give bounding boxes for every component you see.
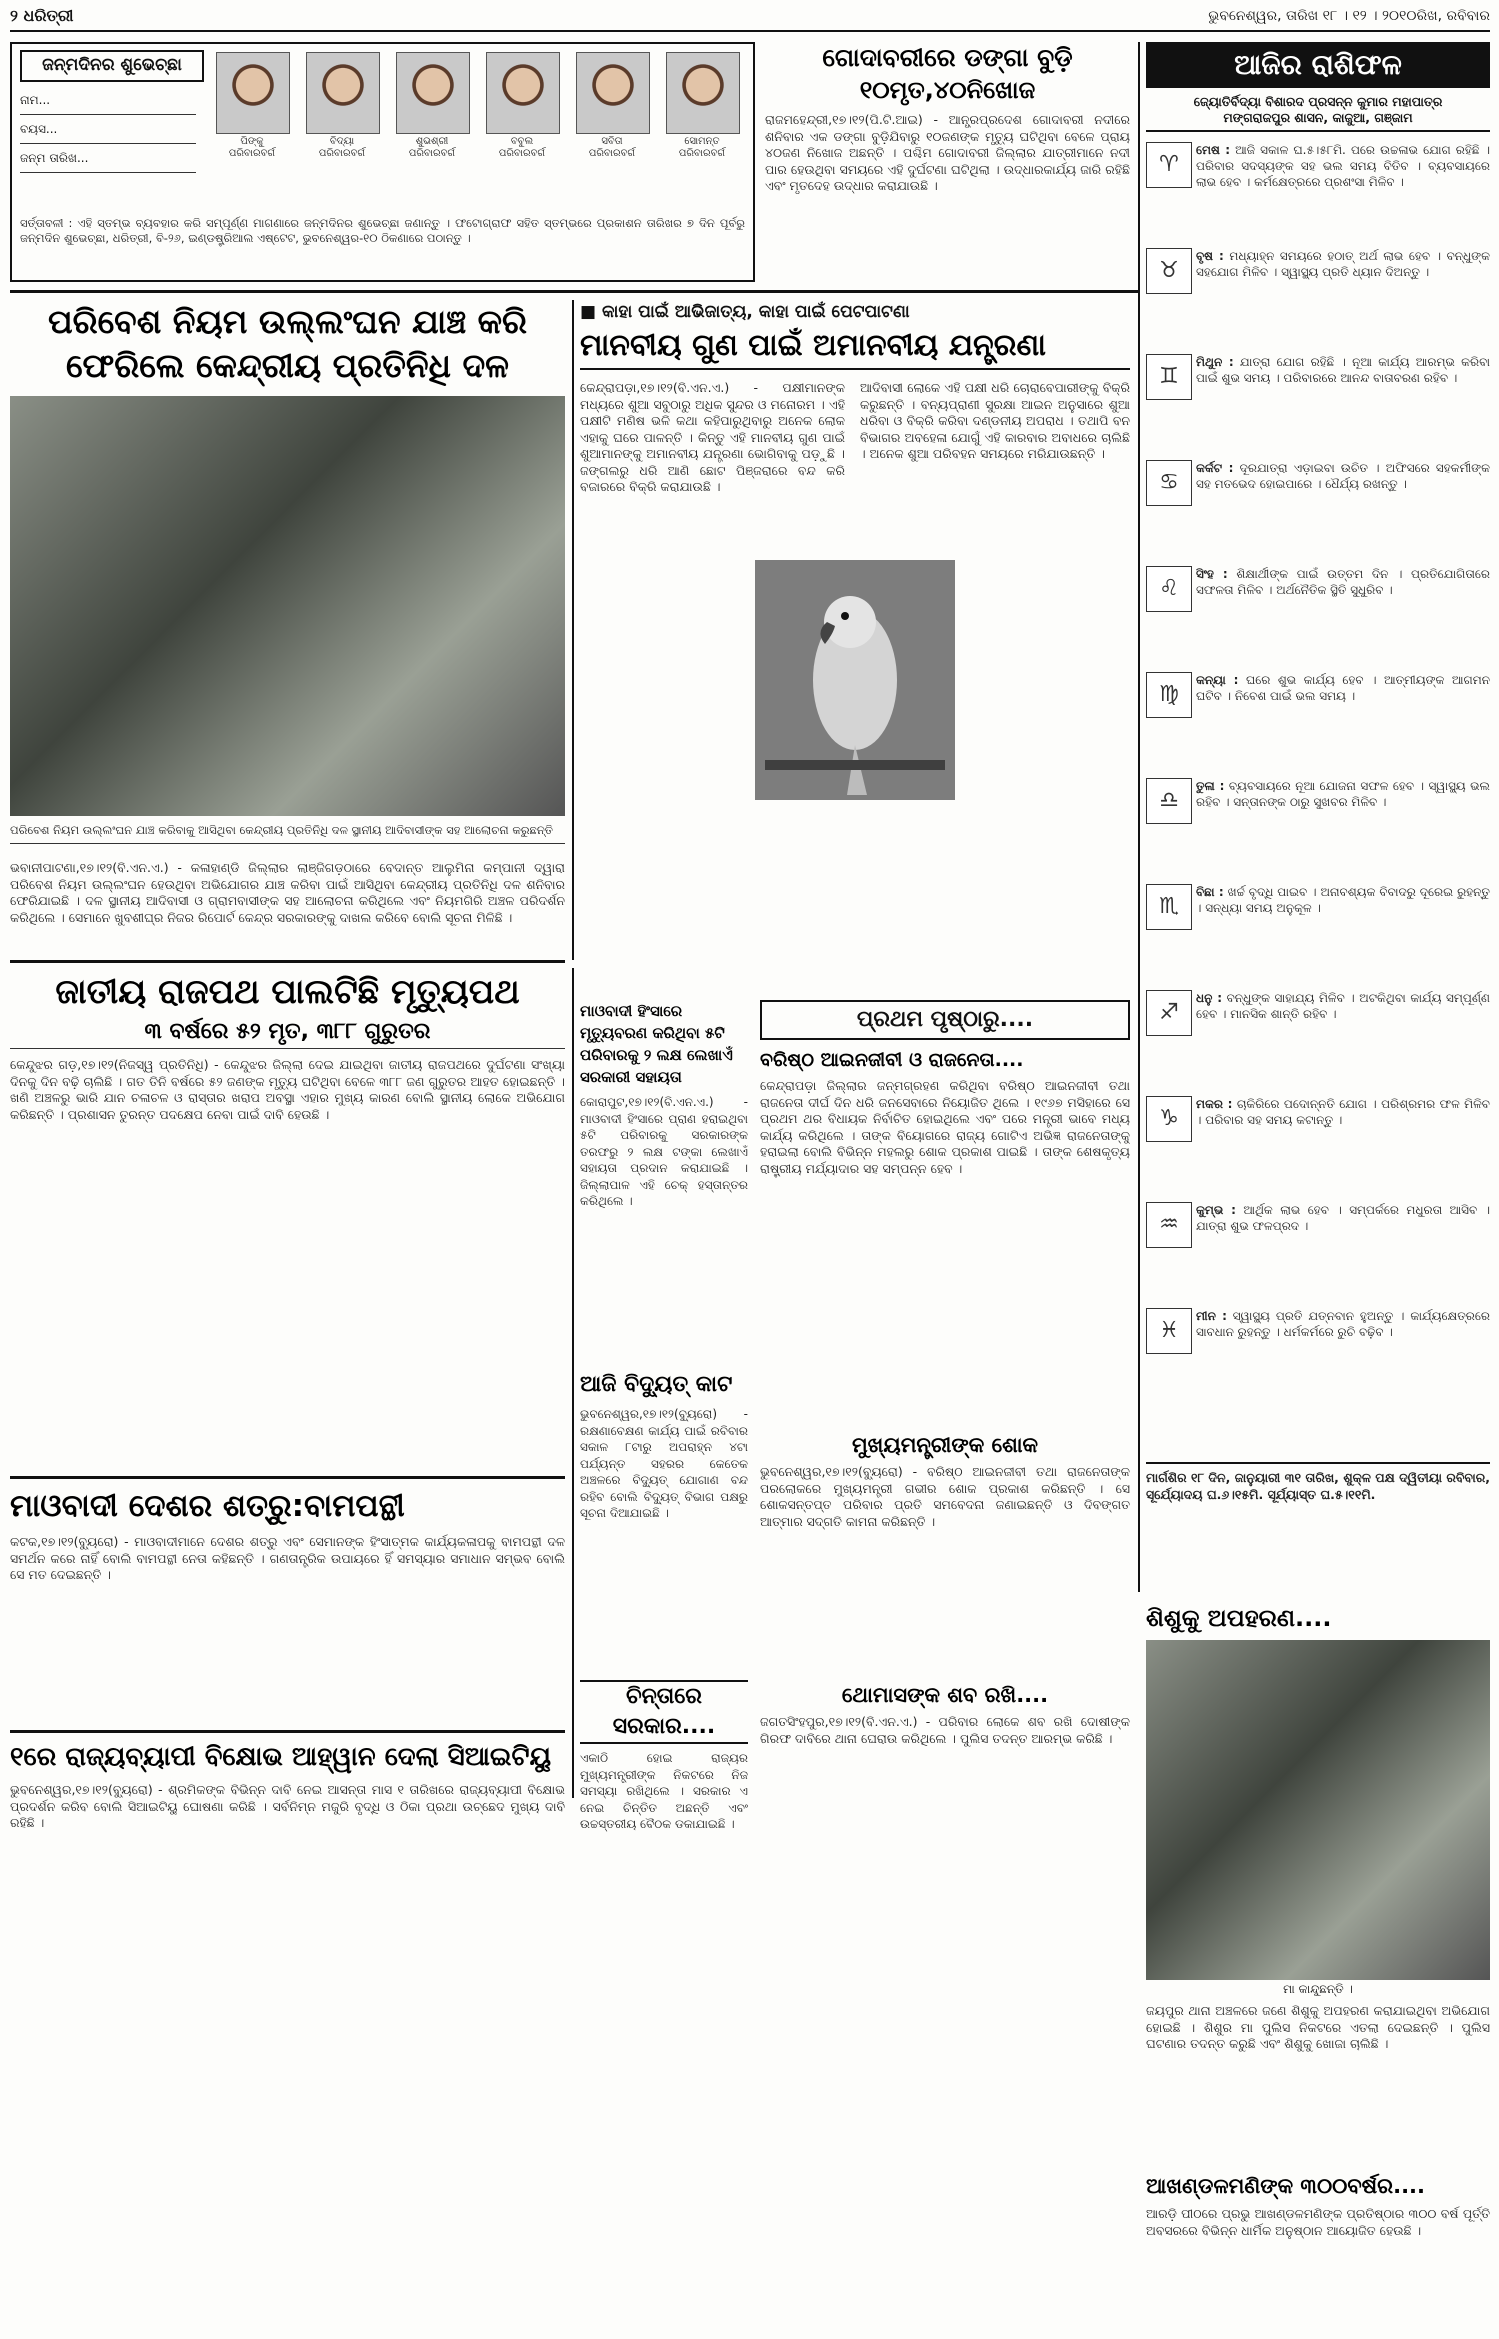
zodiac-text: କନ୍ୟା : ଘରେ ଶୁଭ କାର୍ଯ୍ୟ ହେବ । ଆତ୍ମୀୟଙ୍କ ଆଗମନ ଘଟିବ । ନିବେଶ ପାଇଁ ଭଲ ସମୟ । [1196, 673, 1490, 703]
child-caption: ସବିତା ପରିବାରବର୍ଗ [588, 136, 636, 159]
citu-headline: ୧ରେ ରାଜ୍ୟବ୍ୟାପୀ ବିକ୍ଷୋଭ ଆହ୍ୱାନ ଦେଲା ସିଆଇଟିୟୁ [10, 1742, 552, 1772]
abduction-photo [1146, 1640, 1490, 1980]
dateline: ଭୁବନେଶ୍ୱର, ତାରିଖ ୧୮ । ୧୨ । ୨୦୧୦ରିଖ, ରବିବାର [1208, 8, 1490, 24]
power-cut-story [580, 1370, 748, 1670]
front-page-continuation [760, 1000, 1130, 1420]
parrot-body-left: କେନ୍ଦ୍ରାପଡ଼ା,୧୭।୧୨(ବି.ଏନ.ଏ.) - ପକ୍ଷୀମାନଙ୍କ ମଧ୍ୟରେ ଶୁଆ ସବୁଠାରୁ ଅଧିକ ସୁନ୍ଦର ଓ ମନୋରମ । ଏହି ପକ୍ଷୀଟି ମଣିଷ ଭଳି କଥା କହିପାରୁଥିବାରୁ ଅନେକ ଲୋକ ଏହାକୁ ଘରେ ପାଳନ୍ତି । କିନ୍ତୁ ଏହି ମାନବୀୟ ଗୁଣ ପାଇଁ ଶୁଆମାନଙ୍କୁ ଅମାନବୀୟ ଯନ୍ତ୍ରଣା ଭୋଗିବାକୁ ପଡ଼ୁଛି । ଜଙ୍ଗଲରୁ ଧରି ଆଣି ଛୋଟ ପିଞ୍ଜରାରେ ବନ୍ଦ କରି ବଜାରରେ ବିକ୍ରି କରାଯାଉଛି । [580, 380, 845, 494]
aquarius-icon: ♒ [1146, 1202, 1192, 1248]
scorpio-icon: ♏ [1146, 884, 1192, 930]
environment-body: ଭବାନୀପାଟଣା,୧୭।୧୨(ବି.ଏନ.ଏ.) - କଳାହାଣ୍ଡି ଜିଲ୍ଲାର ଲାଞ୍ଜିଗଡ଼ଠାରେ ବେଦାନ୍ତ ଆଲୁମିନା କମ୍ପାନୀ ଦ୍ୱାରା ପରିବେଶ ନିୟମ ଉଲ୍ଲଂଘନ ହେଉଥିବା ଅଭିଯୋଗର ଯାଞ୍ଚ କରିବା ପାଇଁ ଆସିଥିବା କେନ୍ଦ୍ରୀୟ ପ୍ରତିନିଧି ଦଳ ଶନିବାର ଫେରିଯାଇଛି । ଦଳ ସ୍ଥାନୀୟ ଆଦିବାସୀ ଓ ଗ୍ରାମବାସୀଙ୍କ ସହ ଆଲୋଚନା କରିଥିଲେ ଏବଂ ନିୟମଗିରି ଅଞ୍ଚଳ ପରିଦର୍ଶନ କରିଥିଲେ । ସେମାନେ ଖୁବଶୀଘ୍ର ନିଜର ରିପୋର୍ଟ କେନ୍ଦ୍ର ସରକାରଙ୍କୁ ଦାଖଲ କରିବେ ବୋଲି ସୂଚନା ମିଳିଛି । [10, 860, 565, 925]
birthday-notice: ସର୍ତ୍ତାବଳୀ : ଏହି ସ୍ତମ୍ଭ ବ୍ୟବହାର କରି ସମ୍ପୂର୍ଣ୍ଣ ମାଗଣାରେ ଜନ୍ମଦିନର ଶୁଭେଚ୍ଛା ଜଣାନ୍ତୁ । ଫଟୋଗ୍ରାଫ ସହିତ ସ୍ତମ୍ଭରେ ପ୍ରକାଶନ ତାରିଖର ୭ ଦିନ ପୂର୍ବରୁ ଜନ୍ମଦିନ ଶୁଭେଚ୍ଛା, ଧରିତ୍ରୀ, ବି-୨୬, ଇଣ୍ଡଷ୍ଟ୍ରିଆଲ ଏଷ୍ଟେଟ, ଭୁବନେଶ୍ୱର-୧୦ ଠିକଣାରେ ପଠାନ୍ତୁ । [20, 216, 745, 245]
akhandalamani-story [1146, 2170, 1490, 2330]
zodiac-text: କୁମ୍ଭ : ଆର୍ଥିକ ଲାଭ ହେବ । ସମ୍ପର୍କରେ ମଧୁରତା ଆସିବ । ଯାତ୍ରା ଶୁଭ ଫଳପ୍ରଦ । [1196, 1203, 1490, 1233]
zodiac-text: ଧନୁ : ବନ୍ଧୁଙ୍କ ସାହାଯ୍ୟ ମିଳିବ । ଅଟକିଥିବା କାର୍ଯ୍ୟ ସମ୍ପୂର୍ଣ୍ଣ ହେବ । ମାନସିକ ଶାନ୍ତି ରହିବ । [1196, 991, 1490, 1021]
zodiac-entry [1146, 672, 1490, 772]
chinta-body: ଏକାଠି ହୋଇ ରାଜ୍ୟର ମୁଖ୍ୟମନ୍ତ୍ରୀଙ୍କ ନିକଟରେ ନିଜ ସମସ୍ୟା ରଖିଥିଲେ । ସରକାର ଏ ନେଇ ଚିନ୍ତିତ ଅଛନ୍ତି ଏବଂ ଉଚ୍ଚସ୍ତରୀୟ ବୈଠକ ଡକାଯାଇଛି । [580, 1751, 748, 1831]
highway-headline: ଜାତୀୟ ରାଜପଥ ପାଲଟିଛି ମୃତ୍ୟୁପଥ [55, 972, 520, 1012]
godavari-subhead: ୧୦ମୃତ,୪୦ନିଖୋଜ [859, 76, 1036, 104]
child-caption: ଶୁଭଶ୍ରୀ ପରିବାରବର୍ଗ [408, 136, 456, 159]
cancer-icon: ♋ [1146, 460, 1192, 506]
zodiac-text: କର୍କଟ : ଦୂରଯାତ୍ରା ଏଡ଼ାଇବା ଉଚିତ । ଅଫିସରେ ସହକର୍ମୀଙ୍କ ସହ ମତଭେଦ ହୋଇପାରେ । ଧୈର୍ଯ୍ୟ ରଖନ୍ତୁ । [1196, 461, 1490, 491]
zodiac-text: ବୃଷ : ମଧ୍ୟାହ୍ନ ସମୟରେ ହଠାତ୍ ଅର୍ଥ ଲାଭ ହେବ । ବନ୍ଧୁଙ୍କ ସହଯୋଗ ମିଳିବ । ସ୍ୱାସ୍ଥ୍ୟ ପ୍ରତି ଧ୍ୟାନ ଦିଅନ୍ତୁ । [1196, 249, 1490, 279]
birthday-box [10, 42, 755, 282]
pisces-icon: ♓ [1146, 1308, 1192, 1354]
zodiac-text: ତୁଳା : ବ୍ୟବସାୟରେ ନୂଆ ଯୋଜନା ସଫଳ ହେବ । ସ୍ୱାସ୍ଥ୍ୟ ଭଲ ରହିବ । ସନ୍ତାନଙ୍କ ଠାରୁ ସୁଖବର ମିଳିବ । [1196, 779, 1490, 809]
maoist-enemy-headline: ମାଓବାଦୀ ଦେଶର ଶତ୍ରୁ:ବାମପନ୍ଥୀ [10, 1488, 405, 1524]
akhandalamani-body: ଆରଡ଼ି ପୀଠରେ ପ୍ରଭୁ ଆଖଣ୍ଡଳମଣିଙ୍କ ପ୍ରତିଷ୍ଠାର ୩୦୦ ବର୍ଷ ପୂର୍ତ୍ତି ଅବସରରେ ବିଭିନ୍ନ ଧାର୍ମିକ ଅନୁଷ୍ଠାନ ଆୟୋଜିତ ହେଉଛି । [1146, 2206, 1490, 2238]
thomas-body: ଜଗତସିଂହପୁର,୧୭।୧୨(ବି.ଏନ.ଏ.) - ପରିବାର ଲୋକେ ଶବ ରଖି ଦୋଷୀଙ୍କ ଗିରଫ ଦାବିରେ ଥାନା ଘେରାଉ କରିଥିଲେ । ପୁଲିସ ତଦନ୍ତ ଆରମ୍ଭ କରିଛି । [760, 1714, 1130, 1746]
child-photo [576, 52, 650, 134]
maoist-aid-body: କୋରାପୁଟ,୧୭।୧୨(ବି.ଏନ.ଏ.) - ମାଓବାଦୀ ହିଂସାରେ ପ୍ରାଣ ହରାଇଥିବା ୫ଟି ପରିବାରକୁ ସରକାରଙ୍କ ତରଫରୁ ୨ ଲକ୍ଷ ଟଙ୍କା ଲେଖାଏଁ ସହାୟତା ପ୍ରଦାନ କରାଯାଇଛି । ଜିଲ୍ଲାପାଳ ଏହି ଚେକ୍ ହସ୍ତାନ୍ତର କରିଥିଲେ । [580, 1095, 748, 1208]
bullet-icon: ■ [580, 302, 602, 322]
column-rule [572, 300, 574, 960]
birthday-form [20, 86, 196, 173]
godavari-headline: ଗୋଦାବରୀରେ ଡଙ୍ଗା ବୁଡ଼ି [822, 43, 1073, 72]
zodiac-entry [1146, 1202, 1490, 1302]
child-photo [216, 52, 290, 134]
power-cut-headline: ଆଜି ବିଦ୍ୟୁତ୍ କାଟ [580, 1372, 733, 1397]
cm-mourns-body: ଭୁବନେଶ୍ୱର,୧୭।୧୨(ବ୍ୟୁରୋ) - ବରିଷ୍ଠ ଆଇନଜୀବୀ ତଥା ରାଜନେତାଙ୍କ ପରଲୋକରେ ମୁଖ୍ୟମନ୍ତ୍ରୀ ଗଭୀର ଶୋକ ପ୍ରକାଶ କରିଛନ୍ତି । ସେ ଶୋକସନ୍ତପ୍ତ ପରିବାର ପ୍ରତି ସମବେଦନା ଜଣାଇଛନ୍ତି ଓ ଦିବଙ୍ଗତ ଆତ୍ମାର ସଦ୍‌ଗତି କାମନା କରିଛନ୍ତି । [760, 1464, 1130, 1529]
parrot-icon [755, 560, 955, 800]
rashifal-title: ଆଜିର ରାଶିଫଳ [1146, 42, 1490, 88]
zodiac-entry [1146, 566, 1490, 666]
parrot-kicker: ■ କାହା ପାଇଁ ଆଭିଜାତ୍ୟ, କାହା ପାଇଁ ପେଟପାଟଣା [580, 302, 910, 322]
zodiac-entry [1146, 778, 1490, 878]
zodiac-entry [1146, 460, 1490, 560]
child-caption: ସୋମନ୍ତ ପରିବାରବର୍ଗ [678, 136, 726, 159]
environment-story [10, 300, 565, 940]
zodiac-text: ମୀନ : ସ୍ୱାସ୍ଥ୍ୟ ପ୍ରତି ଯତ୍ନବାନ ହୁଅନ୍ତୁ । କାର୍ଯ୍ୟକ୍ଷେତ୍ରରେ ସାବଧାନ ରୁହନ୍ତୁ । ଧର୍ମକର୍ମରେ ରୁଚି ବଢ଼ିବ । [1196, 1309, 1490, 1339]
maoist-enemy-story [10, 1484, 565, 1724]
abduction-body: ଜୟପୁର ଥାନା ଅଞ୍ଚଳରେ ଜଣେ ଶିଶୁକୁ ଅପହରଣ କରାଯାଇଥିବା ଅଭିଯୋଗ ହୋଇଛି । ଶିଶୁର ମା ପୁଲିସ ନିକଟରେ ଏତଲା ଦେଇଛନ୍ତି । ପୁଲିସ ଘଟଣାର ତଦନ୍ତ କରୁଛି ଏବଂ ଶିଶୁକୁ ଖୋଜା ଚାଲିଛି । [1146, 2003, 1490, 2051]
environment-photo [10, 396, 565, 816]
power-cut-body: ଭୁବନେଶ୍ୱର,୧୭।୧୨(ବ୍ୟୁରୋ) - ରକ୍ଷଣାବେକ୍ଷଣ କାର୍ଯ୍ୟ ପାଇଁ ରବିବାର ସକାଳ ୮ଟାରୁ ଅପରାହ୍ନ ୪ଟା ପର୍ଯ୍ୟନ୍ତ ସହରର କେତେକ ଅଞ୍ଚଳରେ ବିଦ୍ୟୁତ୍ ଯୋଗାଣ ବନ୍ଦ ରହିବ ବୋଲି ବିଦ୍ୟୁତ୍ ବିଭାଗ ପକ୍ଷରୁ ସୂଚନା ଦିଆଯାଇଛି । [580, 1407, 748, 1520]
zodiac-text: ମେଷ : ଆଜି ସକାଳ ଘ.୫।୫୮ମି. ପରେ ଉଚ୍ଚଳାଭ ଯୋଗ ରହିଛି । ପରିବାର ସଦସ୍ୟଙ୍କ ସହ ଭଲ ସମୟ ବିତିବ । ବ୍ୟବସାୟରେ ଲାଭ ହେବ । କର୍ମକ୍ଷେତ୍ରରେ ପ୍ରଶଂସା ମିଳିବ । [1196, 143, 1490, 189]
section-rule [10, 290, 1138, 293]
front-page-headline: ବରିଷ୍ଠ ଆଇନଜୀବୀ ଓ ରାଜନେତା.... [760, 1049, 1024, 1071]
child-photo [306, 52, 380, 134]
child-photo [396, 52, 470, 134]
page-number: ୨ ଧରିତ୍ରୀ [10, 6, 74, 25]
form-row: ଜନ୍ମ ତାରିଖ... [20, 144, 196, 173]
parrot-headline: ମାନବୀୟ ଗୁଣ ପାଇଁ ଅମାନବୀୟ ଯନ୍ତ୍ରଣା [580, 324, 1130, 370]
cm-mourns-headline: ମୁଖ୍ୟମନ୍ତ୍ରୀଙ୍କ ଶୋକ [851, 1433, 1039, 1457]
chinta-story [580, 1680, 748, 1880]
sagittarius-icon: ♐ [1146, 990, 1192, 1036]
akhandalamani-headline: ଆଖଣ୍ଡଳମଣିଙ୍କ ୩୦୦ବର୍ଷର.... [1146, 2174, 1425, 2198]
birthday-photos [208, 52, 748, 172]
zodiac-entry [1146, 990, 1490, 1090]
column-rule [572, 968, 574, 1798]
zodiac-entry [1146, 142, 1490, 242]
front-page-banner: ପ୍ରଥମ ପୃଷ୍ଠାରୁ.... [760, 1000, 1130, 1040]
rashifal-column [1146, 42, 1490, 1592]
maoist-aid-headline: ମାଓବାଦୀ ହିଂସାରେ ମୃତ୍ୟୁବରଣ କରିଥିବା ୫ଟି ପରିବାରକୁ ୨ ଲକ୍ଷ ଲେଖାଏଁ ସରକାରୀ ସହାୟତା [580, 1002, 733, 1086]
zodiac-entry [1146, 884, 1490, 984]
zodiac-entry [1146, 1308, 1490, 1408]
zodiac-entry [1146, 354, 1490, 454]
birthday-title: ଜନ୍ମଦିନର ଶୁଭେଚ୍ଛା [20, 50, 204, 82]
zodiac-text: ମକର : ଚାକିରିରେ ପଦୋନ୍ନତି ଯୋଗ । ପରିଶ୍ରମର ଫଳ ମିଳିବ । ପରିବାର ସହ ସମୟ କଟାନ୍ତୁ । [1196, 1097, 1490, 1127]
environment-caption: ପରିବେଶ ନିୟମ ଉଲ୍ଲଂଘନ ଯାଞ୍ଚ କରିବାକୁ ଆସିଥିବା କେନ୍ଦ୍ରୀୟ ପ୍ରତିନିଧି ଦଳ ସ୍ଥାନୀୟ ଆଦିବାସୀଙ୍କ ସହ ଆଲୋଚନା କରୁଛନ୍ତି [10, 822, 565, 844]
rashifal-list [1146, 142, 1490, 1442]
cm-mourns-story [760, 1430, 1130, 1670]
form-row: ବୟସ... [20, 115, 196, 144]
libra-icon: ♎ [1146, 778, 1192, 824]
capricorn-icon: ♑ [1146, 1096, 1192, 1142]
section-rule [10, 960, 565, 963]
rashifal-address: ମଙ୍ଗରାଜପୁର ଶାସନ, କାଜୁଆ, ଗଞ୍ଜାମ [1146, 110, 1490, 132]
taurus-icon: ♉ [1146, 248, 1192, 294]
citu-body: ଭୁବନେଶ୍ୱର,୧୭।୧୨(ବ୍ୟୁରୋ) - ଶ୍ରମିକଙ୍କ ବିଭିନ୍ନ ଦାବି ନେଇ ଆସନ୍ତା ମାସ ୧ ତାରିଖରେ ରାଜ୍ୟବ୍ୟାପୀ ବିକ୍ଷୋଭ ପ୍ରଦର୍ଶନ କରିବ ବୋଲି ସିଆଇଟିୟୁ ଘୋଷଣା କରିଛି । ସର୍ବନିମ୍ନ ମଜୁରି ବୃଦ୍ଧି ଓ ଠିକା ପ୍ରଥା ଉଚ୍ଛେଦ ମୁଖ୍ୟ ଦାବି ରହିଛି । [10, 1782, 565, 1830]
thomas-headline: ଥୋମାସଙ୍କ ଶବ ରଖି.... [841, 1683, 1049, 1707]
header-rule [10, 30, 1490, 32]
rashifal-byline: ଜ୍ୟୋତିର୍ବିଦ୍ୟା ବିଶାରଦ ପ୍ରସନ୍ନ କୁମାର ମହାପାତ୍ର [1193, 94, 1443, 109]
parrot-body-right: ଆଦିବାସୀ ଲୋକେ ଏହି ପକ୍ଷୀ ଧରି ଚୋରାବେପାରୀଙ୍କୁ ବିକ୍ରି କରୁଛନ୍ତି । ବନ୍ୟପ୍ରାଣୀ ସୁରକ୍ଷା ଆଇନ ଅନୁସାରେ ଶୁଆ ଧରିବା ଓ ବିକ୍ରି କରିବା ଦଣ୍ଡନୀୟ ଅପରାଧ । ତଥାପି ବନ ବିଭାଗର ଅବହେଳା ଯୋଗୁଁ ଏହି କାରବାର ଅବାଧରେ ଚାଲିଛି । ଅନେକ ଶୁଆ ପରିବହନ ସମୟରେ ମରିଯାଉଛନ୍ତି । [860, 380, 1130, 461]
citu-story [10, 1738, 565, 2328]
abduction-caption: ମା କାନ୍ଦୁଛନ୍ତି । [1283, 1982, 1353, 1996]
front-page-body: କେନ୍ଦ୍ରାପଡ଼ା ଜିଲ୍ଲାର ଜନ୍ମଗ୍ରହଣ କରିଥିବା ବରିଷ୍ଠ ଆଇନଜୀବୀ ତଥା ରାଜନେତା ଦୀର୍ଘ ଦିନ ଧରି ଜନସେବାରେ ନିୟୋଜିତ ଥିଲେ । ୧୯୬୭ ମସିହାରେ ସେ ପ୍ରଥମ ଥର ବିଧାୟକ ନିର୍ବାଚିତ ହୋଇଥିଲେ ଏବଂ ପରେ ମନ୍ତ୍ରୀ ଭାବେ ମଧ୍ୟ କାର୍ଯ୍ୟ କରିଥିଲେ । ତାଙ୍କ ବିୟୋଗରେ ରାଜ୍ୟ ଗୋଟିଏ ଅଭିଜ୍ଞ ରାଜନେତାଙ୍କୁ ହରାଇଲା ବୋଲି ବିଭିନ୍ନ ମହଲରୁ ଶୋକ ପ୍ରକାଶ ପାଇଛି । ତାଙ୍କ ଶେଷକୃତ୍ୟ ରାଷ୍ଟ୍ରୀୟ ମର୍ଯ୍ୟାଦାର ସହ ସମ୍ପନ୍ନ ହେବ । [760, 1078, 1130, 1176]
zodiac-text: ସିଂହ : ଶିକ୍ଷାର୍ଥୀଙ୍କ ପାଇଁ ଉତ୍ତମ ଦିନ । ପ୍ରତିଯୋଗିତାରେ ସଫଳତା ମିଳିବ । ଅର୍ଥନୈତିକ ସ୍ଥିତି ସୁଧୁରିବ । [1196, 567, 1490, 597]
godavari-story [765, 42, 1130, 282]
virgo-icon: ♍ [1146, 672, 1192, 718]
section-rule [10, 1730, 565, 1733]
highway-subhead: ୩ ବର୍ଷରେ ୫୨ ମୃତ, ୩୮୮ ଗୁରୁତର [10, 1016, 565, 1049]
thomas-story [760, 1680, 1130, 1980]
aries-icon: ♈ [1146, 142, 1192, 188]
zodiac-text: ମିଥୁନ : ଯାତ୍ରା ଯୋଗ ରହିଛି । ନୂଆ କାର୍ଯ୍ୟ ଆରମ୍ଭ କରିବା ପାଇଁ ଶୁଭ ସମୟ । ପରିବାରରେ ଆନନ୍ଦ ବାତାବରଣ ରହିବ । [1196, 355, 1490, 385]
parrot-story [580, 300, 1130, 960]
highway-story [10, 968, 565, 1468]
parrot-photo [755, 560, 955, 800]
child-caption: ବବୁଲ ପରିବାରବର୍ଗ [498, 136, 546, 159]
section-rule [10, 1476, 565, 1479]
child-photo [666, 52, 740, 134]
column-rule [1138, 42, 1140, 1592]
godavari-body: ରାଜମହେନ୍ଦ୍ରୀ,୧୭।୧୨(ପି.ଟି.ଆଇ) - ଆନ୍ଧ୍ରପ୍ରଦେଶ ଗୋଦାବରୀ ନଦୀରେ ଶନିବାର ଏକ ଡଙ୍ଗା ବୁଡ଼ିଯିବାରୁ ୧୦ଜଣଙ୍କ ମୃତ୍ୟୁ ଘଟିଥିବା ବେଳେ ପ୍ରାୟ ୪୦ଜଣ ନିଖୋଜ ଅଛନ୍ତି । ପଶ୍ଚିମ ଗୋଦାବରୀ ଜିଲ୍ଲାର ଯାତ୍ରୀମାନେ ନଦୀ ପାର ହେଉଥିବା ସମୟରେ ଏହି ଦୁର୍ଘଟଣା ଘଟିଥିଲା । ଉଦ୍ଧାରକାର୍ଯ୍ୟ ଜାରି ରହିଛି ଏବଂ ମୃତଦେହ ଉଦ୍ଧାର କରାଯାଉଛି । [765, 112, 1130, 193]
child-caption: ପିଙ୍କୁ ପରିବାରବର୍ଗ [228, 136, 276, 159]
zodiac-entry [1146, 1096, 1490, 1196]
panjika: ମାର୍ଗଶିର ୧୮ ଦିନ, ଜାନୁୟାରୀ ୩୧ ତାରିଖ, ଶୁକ୍ଳ ପକ୍ଷ ଦ୍ୱିତୀୟା ରବିବାର, ସୂର୍ଯ୍ୟୋଦୟ ଘ.୬।୧୫ମି. ସୂର୍ଯ୍ୟାସ୍ତ ଘ.୫।୧୧ମି. [1146, 1462, 1490, 1503]
environment-headline: ପରିବେଶ ନିୟମ ଉଲ୍ଲଂଘନ ଯାଞ୍ଚ କରି ଫେରିଲେ କେନ୍ଦ୍ରୀୟ ପ୍ରତିନିଧି ଦଳ [47, 302, 528, 385]
zodiac-text: ବିଛା : ଖର୍ଚ୍ଚ ବୃଦ୍ଧି ପାଇବ । ଅନାବଶ୍ୟକ ବିବାଦରୁ ଦୂରେଇ ରୁହନ୍ତୁ । ସନ୍ଧ୍ୟା ସମୟ ଅନୁକୂଳ । [1196, 885, 1490, 915]
zodiac-entry [1146, 248, 1490, 348]
gemini-icon: ♊ [1146, 354, 1192, 400]
abduction-story [1146, 1600, 1490, 2160]
chinta-headline: ଚିନ୍ତାରେ ସରକାର.... [580, 1680, 748, 1744]
maoist-enemy-body: କଟକ,୧୭।୧୨(ବ୍ୟୁରୋ) - ମାଓବାଦୀମାନେ ଦେଶର ଶତ୍ରୁ ଏବଂ ସେମାନଙ୍କ ହିଂସାତ୍ମକ କାର୍ଯ୍ୟକଳାପକୁ ବାମପନ୍ଥୀ ଦଳ ସମର୍ଥନ କରେ ନାହିଁ ବୋଲି ବାମପନ୍ଥୀ ନେତା କହିଛନ୍ତି । ଗଣତାନ୍ତ୍ରିକ ଉପାୟରେ ହିଁ ସମସ୍ୟାର ସମାଧାନ ସମ୍ଭବ ବୋଲି ସେ ମତ ଦେଇଛନ୍ତି । [10, 1534, 565, 1582]
child-photo [486, 52, 560, 134]
maoist-aid-story [580, 1000, 748, 1360]
form-row: ନାମ... [20, 86, 196, 115]
abduction-headline: ଶିଶୁକୁ ଅପହରଣ.... [1146, 1604, 1332, 1632]
child-caption: ବିଦ୍ୟା ପରିବାରବର୍ଗ [318, 136, 366, 159]
highway-body: କେନ୍ଦୁଝର ଗଡ଼,୧୭।୧୨(ନିଜସ୍ୱ ପ୍ରତିନିଧି) - କେନ୍ଦୁଝର ଜିଲ୍ଲା ଦେଇ ଯାଇଥିବା ଜାତୀୟ ରାଜପଥରେ ଦୁର୍ଘଟଣା ସଂଖ୍ୟା ଦିନକୁ ଦିନ ବଢ଼ି ଚାଲିଛି । ଗତ ତିନି ବର୍ଷରେ ୫୨ ଜଣଙ୍କ ମୃତ୍ୟୁ ଘଟିଥିବା ବେଳେ ୩୮୮ ଜଣ ଗୁରୁତର ଆହତ ହୋଇଛନ୍ତି । ଖଣି ଅଞ୍ଚଳରୁ ଭାରି ଯାନ ଚଳାଚଳ ଓ ରାସ୍ତାର ଖରାପ ଅବସ୍ଥା ଏହାର ମୁଖ୍ୟ କାରଣ ବୋଲି ସ୍ଥାନୀୟ ଲୋକେ ଅଭିଯୋଗ କରିଛନ୍ତି । ପ୍ରଶାସନ ତୁରନ୍ତ ପଦକ୍ଷେପ ନେବା ପାଇଁ ଦାବି ହେଉଛି । [10, 1057, 565, 1122]
leo-icon: ♌ [1146, 566, 1192, 612]
page-header [10, 4, 1490, 30]
